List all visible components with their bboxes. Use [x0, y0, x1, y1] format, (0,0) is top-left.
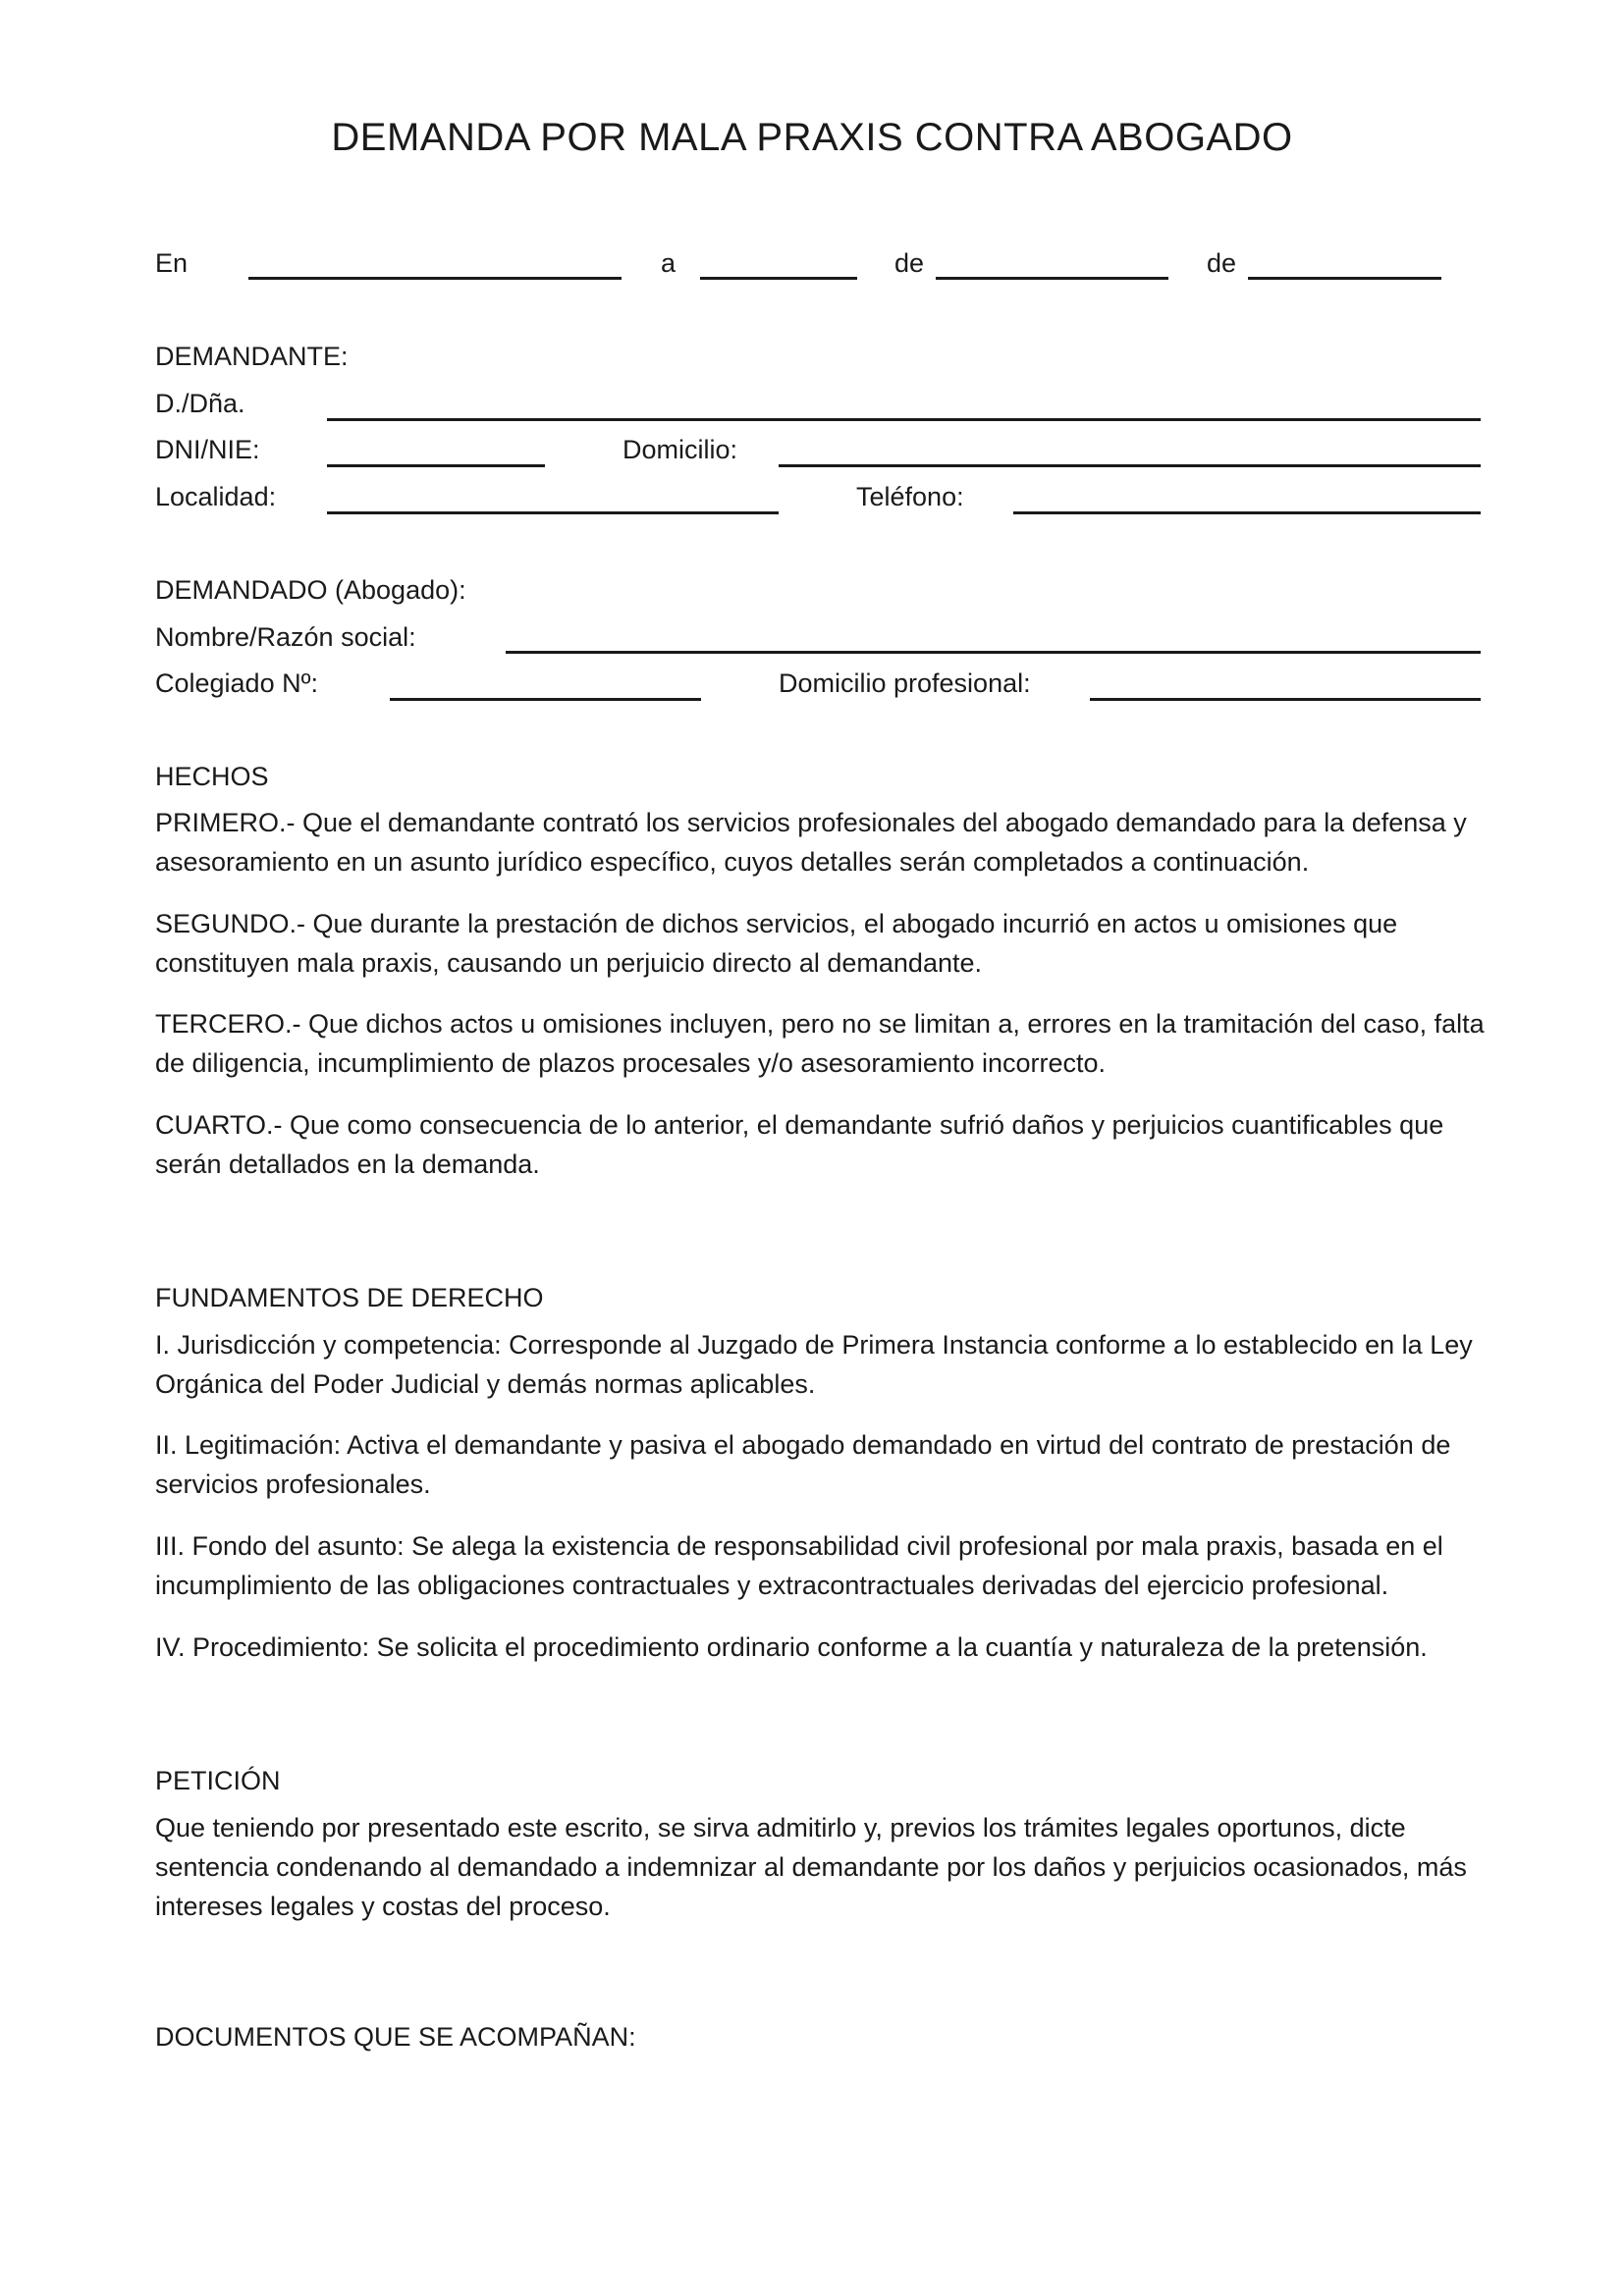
date-de-label-1: de: [894, 248, 925, 278]
place-blank[interactable]: [248, 277, 622, 280]
fundamentos-jurisdiccion: I. Jurisdicción y competencia: Corresponde al Juzgado de Primera Instancia conforme a lo establecido en la Ley Orgánica del Poder Judicial y demás normas aplicables.: [155, 1330, 1473, 1399]
fundamentos-legitimacion: II. Legitimación: Activa el demandante y pasiva el abogado demandado en virtud del contrato de prestación de servicios profesionales.: [155, 1430, 1451, 1499]
demandado-nombre-label: Nombre/Razón social:: [155, 622, 416, 652]
demandante-nombre-label: D./Dña.: [155, 389, 245, 418]
hechos-segundo: SEGUNDO.- Que durante la prestación de dichos servicios, el abogado incurrió en actos u omisiones que constituyen mala praxis, causando un perjuicio directo al demandante.: [155, 909, 1398, 978]
demandado-nombre-blank[interactable]: [506, 651, 1481, 654]
documentos-heading: DOCUMENTOS QUE SE ACOMPAÑAN:: [155, 2022, 636, 2052]
demandante-localidad-blank[interactable]: [327, 511, 779, 514]
demandado-heading: DEMANDADO (Abogado):: [155, 575, 466, 605]
hechos-cuarto: CUARTO.- Que como consecuencia de lo anterior, el demandante sufrió daños y perjuicios cuantificables que serán detallados en la demanda.: [155, 1110, 1444, 1179]
demandante-heading: DEMANDANTE:: [155, 342, 349, 371]
date-a-label: a: [661, 248, 677, 278]
document-title: DEMANDA POR MALA PRAXIS CONTRA ABOGADO: [331, 116, 1293, 159]
demandante-dni-label: DNI/NIE:: [155, 435, 260, 464]
hechos-tercero: TERCERO.- Que dichos actos u omisiones incluyen, pero no se limitan a, errores en la tramitación del caso, falta de diligencia, incumplimiento de plazos procesales y/o asesoramiento incorrecto.: [155, 1009, 1485, 1078]
demandante-dni-blank[interactable]: [327, 464, 545, 467]
day-blank[interactable]: [700, 277, 857, 280]
demandante-domicilio-label: Domicilio:: [623, 435, 738, 464]
date-en-label: En: [155, 248, 189, 278]
hechos-primero: PRIMERO.- Que el demandante contrató los servicios profesionales del abogado demandado para la defensa y asesoramiento en un asunto jurídico específico, cuyos detalles serán completados a continuación.: [155, 808, 1467, 877]
demandante-telefono-label: Teléfono:: [856, 482, 964, 511]
demandado-colegiado-label: Colegiado Nº:: [155, 668, 318, 698]
demandado-domicilio-blank[interactable]: [1090, 698, 1481, 701]
year-blank[interactable]: [1248, 277, 1441, 280]
peticion-paragraph: Que teniendo por presentado este escrito, se sirva admitirlo y, previos los trámites legales oportunos, dicte sentencia condenando al demandado a indemnizar al demandante por los daños y perjuicios ocasionados, más intereses legales y costas del proceso.: [155, 1813, 1467, 1921]
fundamentos-fondo: III. Fondo del asunto: Se alega la existencia de responsabilidad civil profesional por mala praxis, basada en el incumplimiento de las obligaciones contractuales y extracontractuales derivadas del ejercicio profesional.: [155, 1531, 1443, 1600]
date-de-label-2: de: [1207, 248, 1237, 278]
demandante-localidad-label: Localidad:: [155, 482, 277, 511]
month-blank[interactable]: [936, 277, 1168, 280]
demandado-domicilio-label: Domicilio profesional:: [779, 668, 1031, 698]
hechos-heading: HECHOS: [155, 762, 269, 791]
demandado-colegiado-blank[interactable]: [390, 698, 701, 701]
fundamentos-heading: FUNDAMENTOS DE DERECHO: [155, 1283, 544, 1312]
fundamentos-procedimiento: IV. Procedimiento: Se solicita el procedimiento ordinario conforme a la cuantía y naturaleza de la pretensión.: [155, 1632, 1428, 1662]
demandante-domicilio-blank[interactable]: [779, 464, 1481, 467]
demandante-nombre-blank[interactable]: [327, 418, 1481, 421]
peticion-heading: PETICIÓN: [155, 1766, 281, 1795]
demandante-telefono-blank[interactable]: [1013, 511, 1481, 514]
